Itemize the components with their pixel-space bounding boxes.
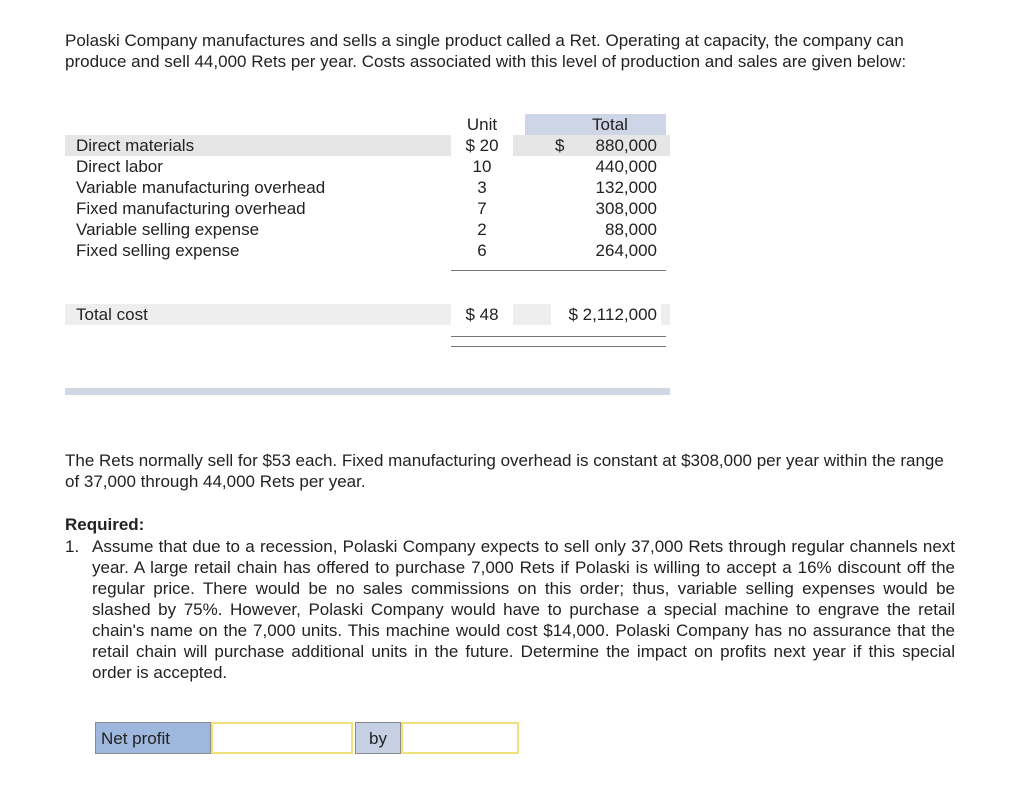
- selling-price-paragraph: The Rets normally sell for $53 each. Fixed manufacturing overhead is constant at $308,000 per year within the range of 37,000 through 44,000 Rets per year.: [65, 451, 944, 491]
- cost-table: [65, 114, 670, 261]
- net-profit-label: Net profit: [95, 722, 211, 754]
- total-cost-row: [65, 304, 670, 325]
- table-row: [65, 156, 670, 177]
- intro-paragraph: Polaski Company manufactures and sells a single product called a Ret. Operating at capacity, the company can produce and sell 44,000 Rets per year. Costs associated with this level of production and sales are given below:: [65, 31, 907, 71]
- row-total: 880,000: [595, 136, 657, 155]
- table-row: [65, 135, 670, 156]
- table-bottom-bar: [65, 388, 670, 395]
- row-unit: $ 20: [465, 136, 499, 155]
- row-label: Fixed selling expense: [76, 241, 240, 260]
- row-unit: 2: [477, 220, 487, 239]
- required-item-1: [65, 536, 955, 683]
- row-label: Direct labor: [76, 157, 163, 176]
- double-rule-top: [451, 336, 666, 337]
- row-label: Fixed manufacturing overhead: [76, 199, 306, 218]
- total-cost-label: Total cost: [76, 305, 148, 324]
- total-header: Total: [592, 115, 628, 134]
- net-profit-select[interactable]: [211, 722, 353, 754]
- net-profit-amount-input[interactable]: [401, 722, 519, 754]
- row-unit: 6: [477, 241, 487, 260]
- table-row: [65, 240, 670, 261]
- row-total: 264,000: [595, 241, 657, 260]
- row-unit: 10: [472, 157, 492, 176]
- table-row: [65, 198, 670, 219]
- total-cost-total: $ 2,112,000: [568, 305, 657, 324]
- total-cost-unit: $ 48: [465, 305, 499, 324]
- row-dollar-sign: $: [555, 136, 565, 155]
- row-unit: 7: [477, 199, 487, 218]
- table-row: [65, 177, 670, 198]
- double-rule-bottom: [451, 346, 666, 347]
- unit-header: Unit: [466, 115, 498, 134]
- row-label: Variable manufacturing overhead: [76, 178, 326, 197]
- row-total: 440,000: [595, 157, 657, 176]
- row-total: 308,000: [595, 199, 657, 218]
- row-total: 88,000: [605, 220, 657, 239]
- table-row: [65, 219, 670, 240]
- required-heading: Required:: [65, 515, 145, 534]
- row-total: 132,000: [595, 178, 657, 197]
- table-header-row: [65, 114, 670, 135]
- row-label: Variable selling expense: [76, 220, 260, 239]
- row-unit: 3: [477, 178, 487, 197]
- row-label: Direct materials: [76, 136, 195, 155]
- required-item-number: 1.: [65, 537, 80, 556]
- required-item-text: Assume that due to a recession, Polaski Company expects to sell only 37,000 Rets through regular channels next year. A large retail chain has offered to purchase 7,000 Rets if Polaski is willing to accept a 16% discount off the regular price. There would be no sales commissions on this order; thus, variable selling expenses would be slashed by 75%. However, Polaski Company would have to purchase a special machine to engrave the retail chain's name on the 7,000 units. This machine would cost $14,000. Polaski Company has no assurance that the retail chain will purchase additional units in the future. Determine the impact on profits next year if this special order is accepted.: [92, 537, 955, 682]
- subtotal-rule: [451, 270, 666, 271]
- by-label: by: [355, 722, 401, 754]
